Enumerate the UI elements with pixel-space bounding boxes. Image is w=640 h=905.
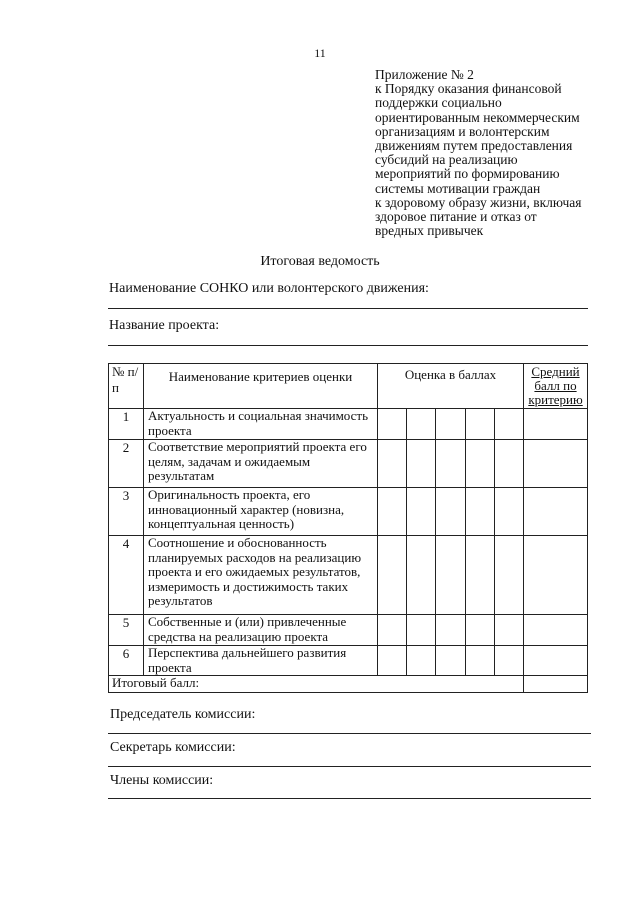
score-cell[interactable] <box>466 409 495 440</box>
row-number: 5 <box>109 615 144 646</box>
org-name-line[interactable] <box>108 308 588 309</box>
row-number: 6 <box>109 646 144 676</box>
appendix-line: мероприятий по формированию <box>375 166 560 182</box>
score-cell[interactable] <box>495 536 524 615</box>
row-criterion: Соотношение и обоснованность планируемых расходов на реализацию проекта и его ожидаемых результатов, измеримость и достижимость таких результатов <box>144 536 378 615</box>
members-label: Члены комиссии: <box>110 773 214 788</box>
total-row <box>109 676 588 693</box>
appendix-line: поддержки социально <box>375 95 502 111</box>
row-criterion: Перспектива дальнейшего развития проекта <box>144 646 378 676</box>
chairman-label: Председатель комиссии: <box>110 707 256 722</box>
total-cell[interactable] <box>524 676 588 693</box>
appendix-line: к Порядку оказания финансовой <box>375 81 562 97</box>
header-average-text: Средний балл по критерию <box>528 364 583 407</box>
score-cell[interactable] <box>495 440 524 488</box>
score-cell[interactable] <box>378 440 407 488</box>
average-cell[interactable] <box>524 440 588 488</box>
table-row <box>109 440 588 488</box>
score-cell[interactable] <box>407 409 436 440</box>
score-cell[interactable] <box>495 615 524 646</box>
row-number: 3 <box>109 488 144 536</box>
average-cell[interactable] <box>524 409 588 440</box>
average-cell[interactable] <box>524 646 588 676</box>
appendix-line: здоровое питание и отказ от <box>375 209 537 225</box>
row-criterion: Соответствие мероприятий проекта его целям, задачам и ожидаемым результатам <box>144 440 378 488</box>
secretary-label: Секретарь комиссии: <box>110 740 236 755</box>
score-cell[interactable] <box>466 536 495 615</box>
row-criterion: Собственные и (или) привлеченные средства на реализацию проекта <box>144 615 378 646</box>
score-cell[interactable] <box>466 615 495 646</box>
average-cell[interactable] <box>524 615 588 646</box>
header-average <box>524 364 588 409</box>
table-row <box>109 409 588 440</box>
members-signature-line[interactable] <box>108 798 591 799</box>
header-criteria: Наименование критериев оценки <box>144 364 378 409</box>
score-cell[interactable] <box>436 409 466 440</box>
header-num: № п/п <box>109 364 144 409</box>
secretary-signature-line[interactable] <box>108 766 591 767</box>
score-cell[interactable] <box>495 646 524 676</box>
appendix-line: к здоровому образу жизни, включая <box>375 194 582 210</box>
document-title: Итоговая ведомость <box>260 254 380 269</box>
score-cell[interactable] <box>495 488 524 536</box>
score-cell[interactable] <box>436 440 466 488</box>
score-cell[interactable] <box>495 409 524 440</box>
score-cell[interactable] <box>407 536 436 615</box>
average-cell[interactable] <box>524 536 588 615</box>
org-name-label: Наименование СОНКО или волонтерского движения: <box>109 281 429 296</box>
row-criterion: Оригинальность проекта, его инновационный характер (новизна, концептуальная ценность) <box>144 488 378 536</box>
score-cell[interactable] <box>378 536 407 615</box>
table-row <box>109 536 588 615</box>
row-criterion: Актуальность и социальная значимость проекта <box>144 409 378 440</box>
table-row <box>109 615 588 646</box>
score-cell[interactable] <box>436 615 466 646</box>
table-row <box>109 646 588 676</box>
appendix-line: вредных привычек <box>375 223 484 239</box>
project-name-line[interactable] <box>108 345 588 346</box>
score-cell[interactable] <box>466 488 495 536</box>
score-cell[interactable] <box>378 615 407 646</box>
score-cell[interactable] <box>407 440 436 488</box>
appendix-line: организациям и волонтерским <box>375 123 550 139</box>
appendix-line: движениям путем предоставления <box>375 138 573 154</box>
appendix-header <box>375 68 615 238</box>
score-cell[interactable] <box>436 646 466 676</box>
score-cell[interactable] <box>378 409 407 440</box>
total-label: Итоговый балл: <box>109 676 524 693</box>
table-row <box>109 488 588 536</box>
project-name-label: Название проекта: <box>109 318 220 333</box>
score-cell[interactable] <box>436 488 466 536</box>
score-cell[interactable] <box>378 646 407 676</box>
appendix-line: системы мотивации граждан <box>375 180 541 196</box>
score-cell[interactable] <box>436 536 466 615</box>
row-number: 4 <box>109 536 144 615</box>
score-cell[interactable] <box>466 440 495 488</box>
score-cell[interactable] <box>407 615 436 646</box>
criteria-table <box>108 363 588 693</box>
score-cell[interactable] <box>407 646 436 676</box>
score-cell[interactable] <box>466 646 495 676</box>
appendix-line: субсидий на реализацию <box>375 152 518 168</box>
chairman-signature-line[interactable] <box>108 733 591 734</box>
row-number: 2 <box>109 440 144 488</box>
page-number: 11 <box>314 46 326 60</box>
header-score: Оценка в баллах <box>378 364 524 409</box>
appendix-line: ориентированным некоммерческим <box>375 109 580 125</box>
score-cell[interactable] <box>407 488 436 536</box>
appendix-line: Приложение № 2 <box>375 67 474 82</box>
score-cell[interactable] <box>378 488 407 536</box>
row-number: 1 <box>109 409 144 440</box>
average-cell[interactable] <box>524 488 588 536</box>
